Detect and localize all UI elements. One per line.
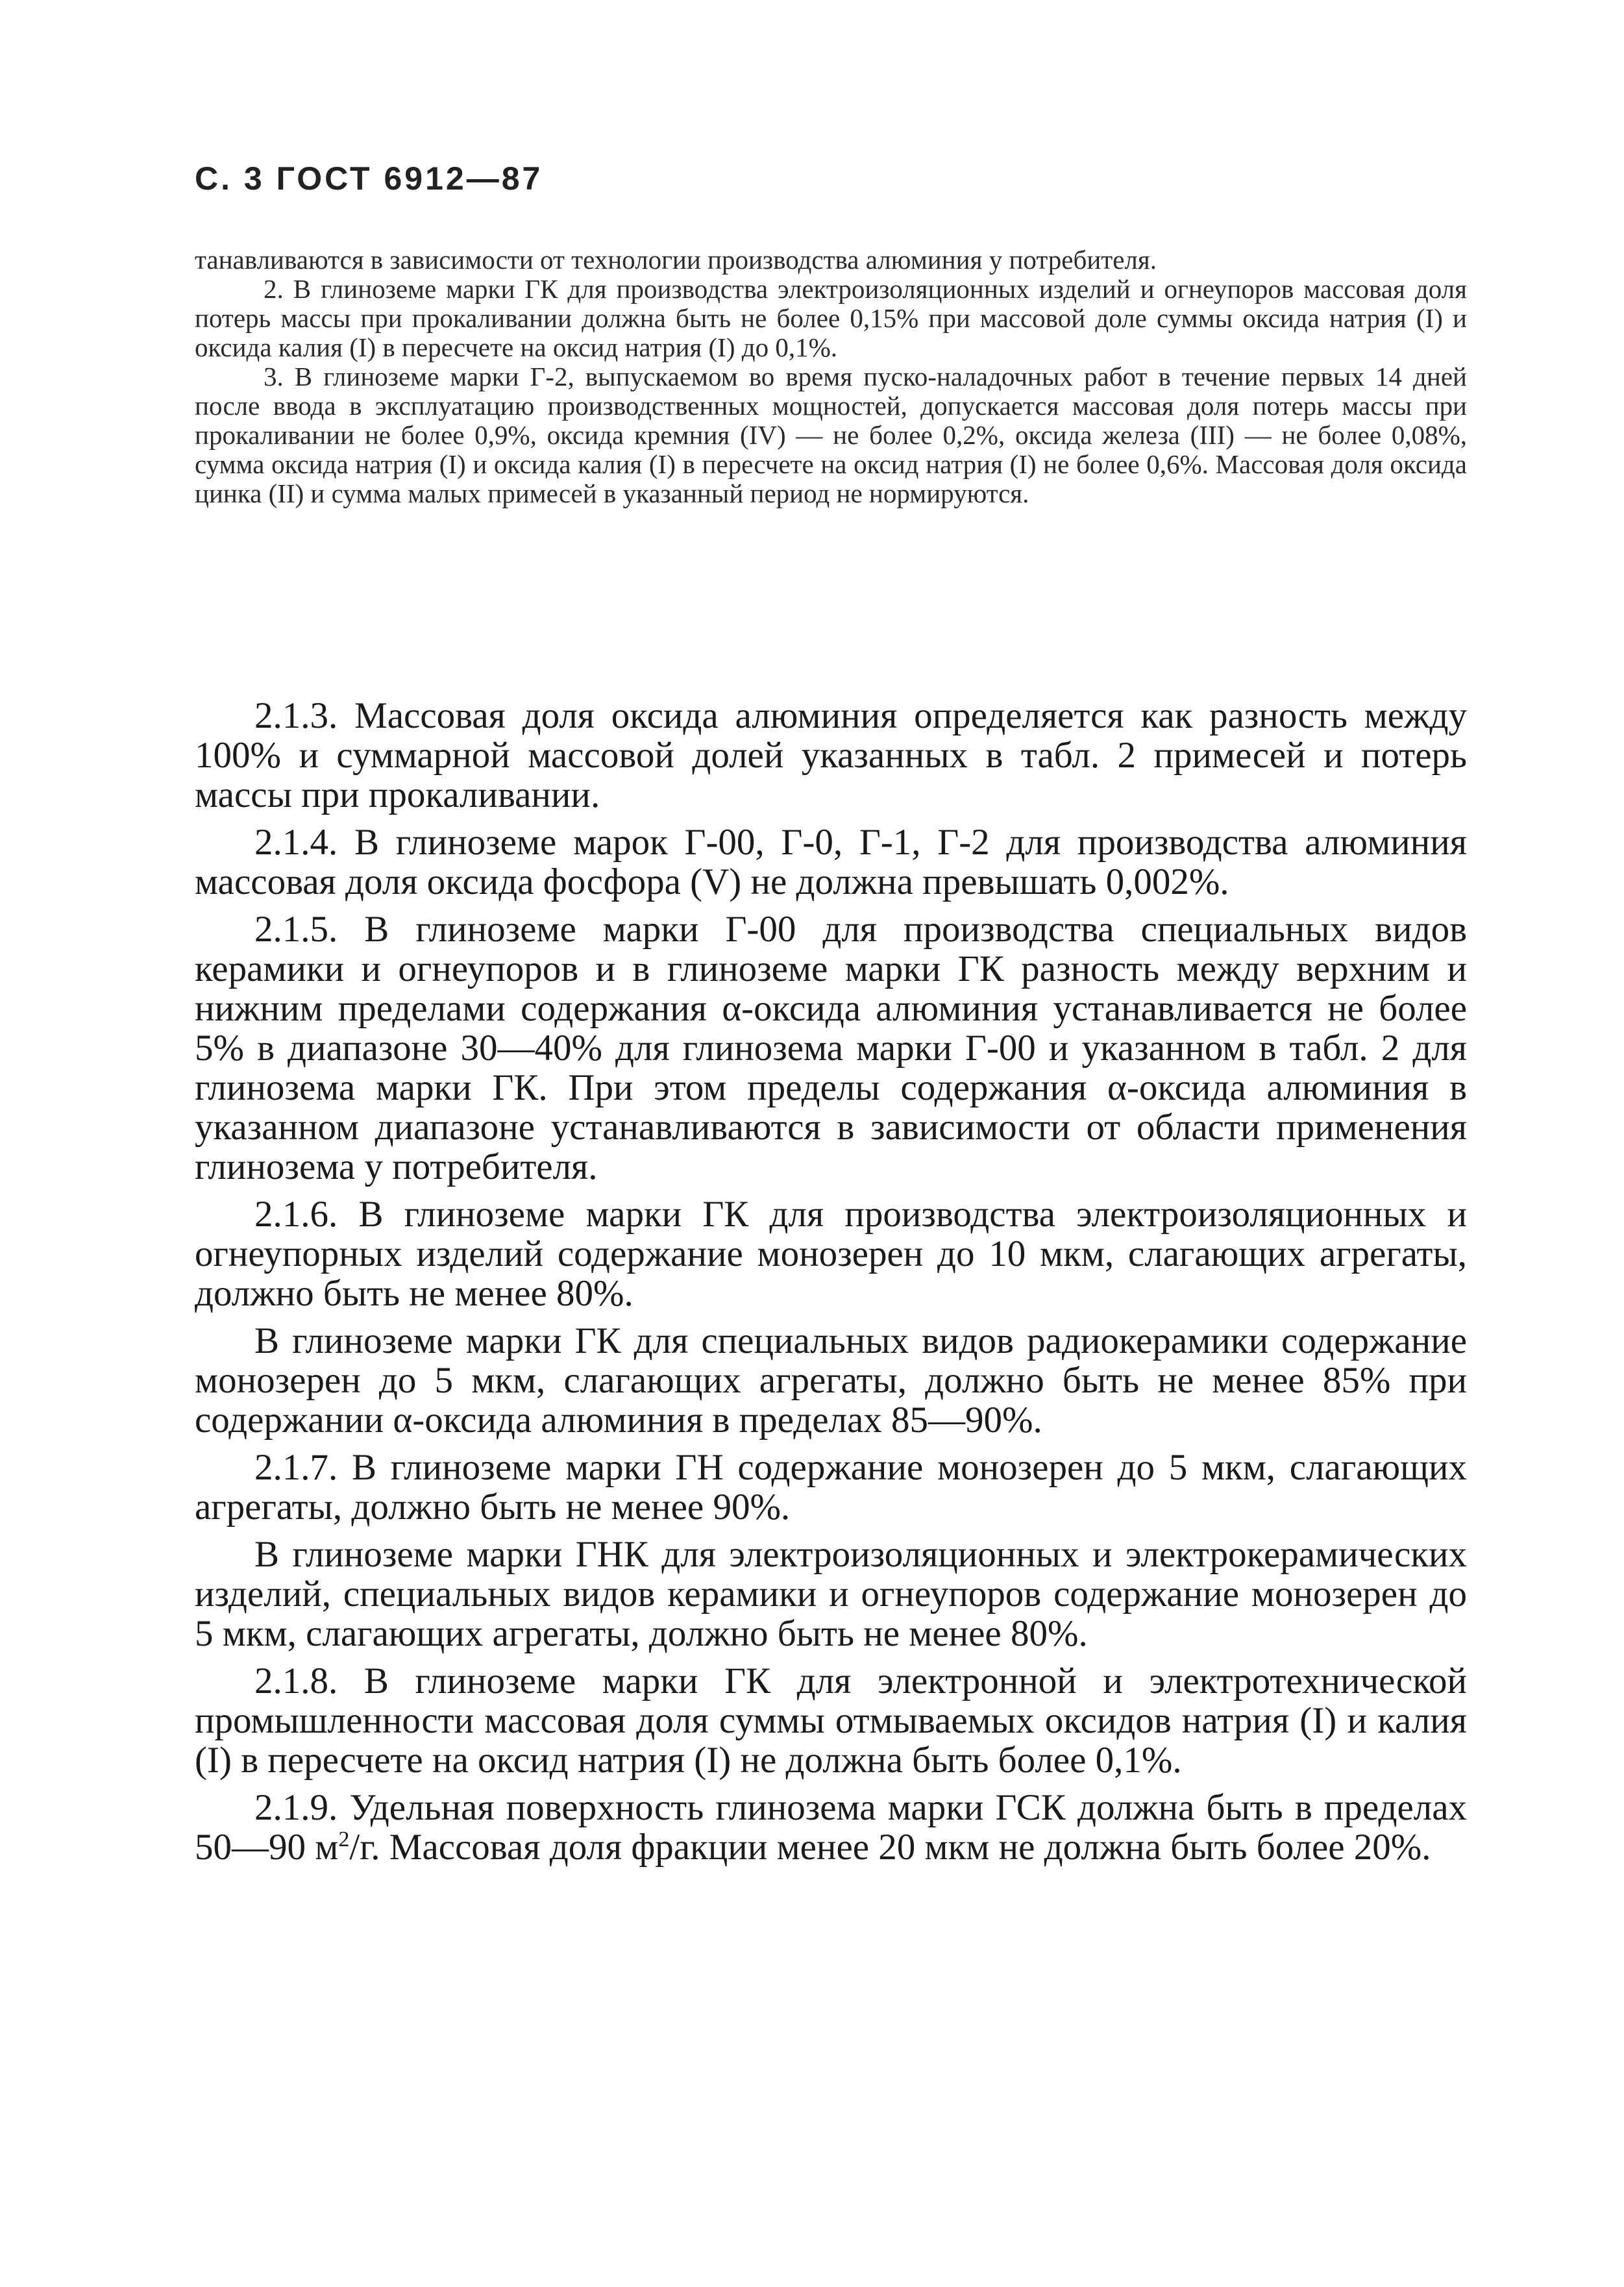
note-2: 2. В глиноземе марки ГК для производства электроизоляционных изделий и огнеупоров массовая доля потерь массы при прокаливании должна быть не более 0,15% при массовой доле суммы оксида натрия (I) и оксида калия (I) в пересчете на оксид натрия (I) до 0,1%. bbox=[195, 274, 1467, 362]
paragraph-2-1-3: 2.1.3. Массовая доля оксида алюминия определяется как разность между 100% и суммарной массовой долей указанных в табл. 2 примесей и потерь массы при прокаливании. bbox=[195, 695, 1467, 815]
paragraph-2-1-8: 2.1.8. В глиноземе марки ГК для электронной и электротехнической промышленности массовая доля суммы отмываемых оксидов натрия (I) и калия (I) в пересчете на оксид натрия (I) не должна быть более 0,1%. bbox=[195, 1661, 1467, 1781]
paragraph-2-1-9-end: /г. Массовая доля фракции менее 20 мкм не должна быть более 20%. bbox=[349, 1827, 1431, 1868]
note-3: 3. В глиноземе марки Г-2, выпускаемом во время пуско-наладочных работ в течение первых 14 дней после ввода в эксплуатацию производственных мощностей, допускается массовая доля потерь массы при прокаливании не более 0,9%, оксида кремния (IV) — не более 0,2%, оксида железа (III) — не более 0,08%, сумма оксида натрия (I) и оксида калия (I) в пересчете на оксид натрия (I) не более 0,6%. Массовая доля оксида цинка (II) и сумма малых примесей в указанный период не нормируются. bbox=[195, 362, 1467, 508]
page-header: С. 3 ГОСТ 6912—87 bbox=[195, 160, 543, 197]
table-notes bbox=[195, 245, 1467, 508]
unit-superscript: 2 bbox=[338, 1827, 350, 1851]
paragraph-2-1-9-start: 2.1.9. Удельная поверхность глинозема марки ГСК должна быть в пределах 50—90 м bbox=[195, 1787, 1467, 1868]
paragraph-2-1-6: 2.1.6. В глиноземе марки ГК для производства электроизоляционных и огнеупорных изделий содержание монозерен до 10 мкм, слагающих агрегаты, должно быть не менее 80%. bbox=[195, 1194, 1467, 1314]
paragraph-2-1-9 bbox=[195, 1788, 1467, 1867]
paragraph-2-1-5: 2.1.5. В глиноземе марки Г-00 для производства специальных видов керамики и огнеупоров и в глиноземе марки ГК разность между верхним и нижним пределами содержания α-оксида алюминия устанавливается не более 5% в диапазоне 30—40% для глинозема марки Г-00 и указанном в табл. 2 для глинозема марки ГК. При этом пределы содержания α-оксида алюминия в указанном диапазоне устанавливаются в зависимости от области применения глинозема у потребителя. bbox=[195, 909, 1467, 1187]
paragraph-2-1-4: 2.1.4. В глиноземе марок Г-00, Г-0, Г-1, Г-2 для производства алюминия массовая доля оксида фосфора (V) не должна превышать 0,002%. bbox=[195, 822, 1467, 902]
paragraph-2-1-7-continued: В глиноземе марки ГНК для электроизоляционных и электрокерамических изделий, специальных видов керамики и огнеупоров содержание монозерен до 5 мкм, слагающих агрегаты, должно быть не менее 80%. bbox=[195, 1534, 1467, 1654]
paragraph-2-1-6-continued: В глиноземе марки ГК для специальных видов радиокерамики содержание монозерен до 5 мкм, слагающих агрегаты, должно быть не менее 85% при содержании α-оксида алюминия в пределах 85—90%. bbox=[195, 1320, 1467, 1440]
main-text bbox=[195, 696, 1467, 1875]
paragraph-2-1-7: 2.1.7. В глиноземе марки ГН содержание монозерен до 5 мкм, слагающих агрегаты, должно быть не менее 90%. bbox=[195, 1447, 1467, 1527]
note-continuation: танавливаются в зависимости от технологии производства алюминия у потребителя. bbox=[195, 245, 1157, 275]
